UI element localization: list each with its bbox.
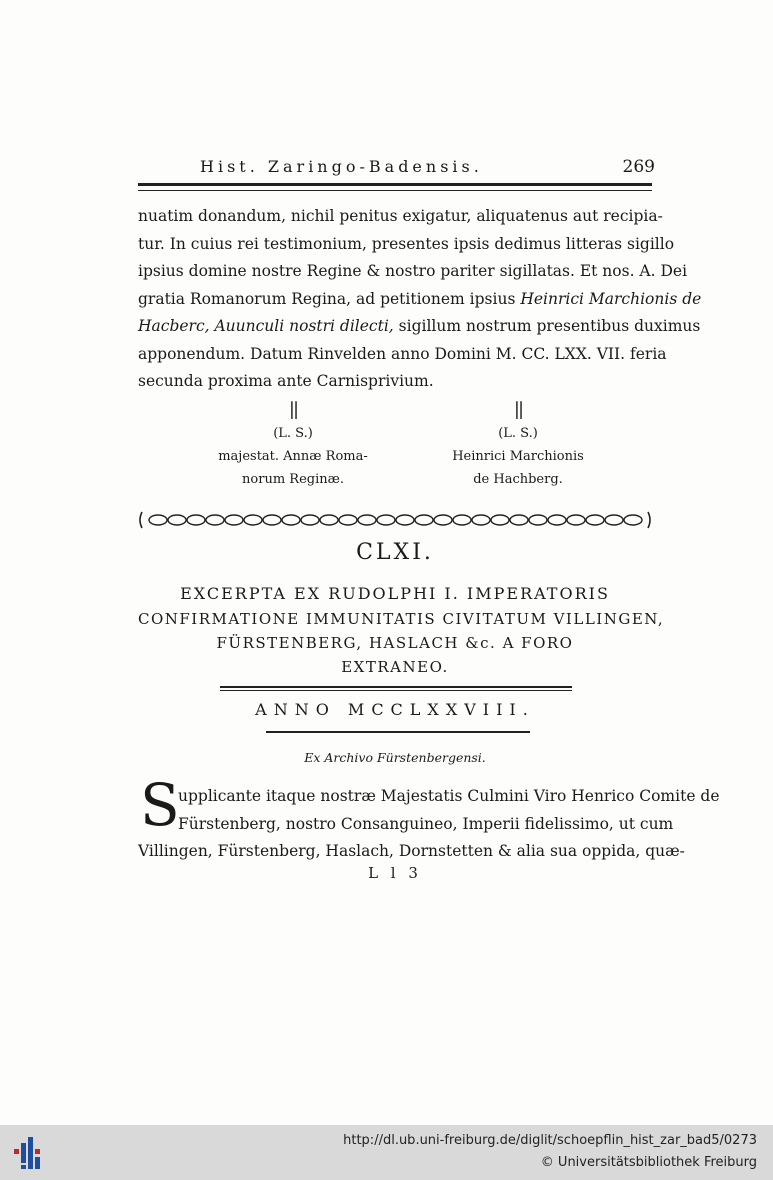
- text-line: Fürstenberg, nostro Consanguineo, Imperii fidelissimo, ut cum: [178, 814, 674, 833]
- chain-link: [377, 515, 395, 525]
- copyright-notice: © Universitätsbibliothek Freiburg: [540, 1155, 757, 1170]
- chain-link: [567, 515, 585, 525]
- chain-link: [434, 515, 452, 525]
- italic-name: Hacberc, Auunculi nostri dilecti,: [138, 317, 394, 335]
- document-number: CLXI.: [356, 540, 434, 565]
- source-note: Ex Archivo Fürstenbergensi.: [304, 750, 486, 765]
- chain-link: [472, 515, 490, 525]
- chain-link: [301, 515, 319, 525]
- chain-link: [491, 515, 509, 525]
- signature-mark: L l 3: [368, 864, 422, 882]
- seal-left: [193, 398, 393, 491]
- text-segment: gratia Romanorum Regina, ad petitionem ipsius: [138, 289, 516, 308]
- chain-link: [187, 515, 205, 525]
- text-line: tur. In cuius rei testimonium, presentes ipsis dedimus litteras sigillo: [138, 234, 675, 253]
- text-line: apponendum. Datum Rinvelden anno Domini M. CC. LXX. VII. feria: [138, 344, 667, 363]
- seal-caption: norum Reginæ.: [242, 472, 344, 487]
- text-line: secunda proxima ante Carnisprivium.: [138, 372, 434, 390]
- text-line: ipsius domine nostre Regine & nostro pariter sigillatas. Et nos. A. Dei: [138, 262, 688, 280]
- seal-block: [138, 398, 652, 498]
- chain-link: [339, 515, 357, 525]
- chain-link: [282, 515, 300, 525]
- chain-link: [586, 515, 604, 525]
- heading-line: FÜRSTENBERG, HASLACH &c. A FORO: [216, 634, 574, 652]
- section-rule-thin: [220, 690, 572, 691]
- ornamental-chain-divider: [138, 510, 652, 530]
- running-head: [200, 157, 655, 181]
- seal-caption: majestat. Annæ Roma-: [218, 449, 368, 464]
- seal-right: [418, 398, 618, 491]
- drop-capital: S: [140, 771, 180, 839]
- italic-name: Heinrici Marchionis de: [520, 289, 702, 308]
- head-rule-thick: [138, 183, 652, 186]
- chain-link: [320, 515, 338, 525]
- chain-link: [168, 515, 186, 525]
- chain-link: [225, 515, 243, 525]
- text-line: nuatim donandum, nichil penitus exigatur, aliquatenus aut recipia-: [138, 207, 663, 225]
- heading-line: EXCERPTA EX RUDOLPHI I. IMPERATORIS: [180, 584, 610, 603]
- seal-cord-icon: ||: [288, 399, 298, 420]
- chain-link: [624, 515, 642, 525]
- year-line: ANNO MCCLXXVIII.: [255, 700, 535, 719]
- seal-caption: de Hachberg.: [473, 472, 563, 487]
- year-rule: [266, 731, 530, 733]
- chain-link: [244, 515, 262, 525]
- paragraph-1: [138, 203, 702, 396]
- chain-link: [206, 515, 224, 525]
- footer-bar: [0, 1125, 773, 1180]
- running-title: Hist. Zaringo-Badensis.: [200, 157, 483, 176]
- chain-link: [415, 515, 433, 525]
- heading-line: CONFIRMATIONE IMMUNITATIS CIVITATUM VILLINGEN,: [138, 610, 665, 628]
- text-segment: sigillum nostrum presentibus duximus: [398, 317, 701, 335]
- text-line: [138, 313, 701, 341]
- seal-cord-icon: ||: [513, 399, 523, 420]
- chain-link: [548, 515, 566, 525]
- head-rule-thin: [138, 190, 652, 191]
- chain-link: [605, 515, 623, 525]
- paragraph-2: [138, 783, 720, 866]
- chain-link: [149, 515, 167, 525]
- chain-link: [453, 515, 471, 525]
- document-url-link[interactable]: http://dl.ub.uni-freiburg.de/diglit/schoepflin_hist_zar_bad5/0273: [343, 1133, 757, 1148]
- chain-link: [510, 515, 528, 525]
- page-number: 269: [622, 157, 655, 177]
- text-line: upplicante itaque nostræ Majestatis Culmini Viro Henrico Comite de: [178, 787, 720, 805]
- chain-link: [529, 515, 547, 525]
- chain-link: [396, 515, 414, 525]
- chain-link: [358, 515, 376, 525]
- seal-label: (L. S.): [273, 426, 313, 441]
- seal-label: (L. S.): [498, 426, 538, 441]
- text-line: Villingen, Fürstenberg, Haslach, Dornstetten & alia sua oppida, quæ-: [138, 842, 685, 860]
- library-logo-icon: [12, 1135, 48, 1171]
- chain-link: [263, 515, 281, 525]
- section-rule: [220, 686, 572, 688]
- seal-caption: Heinrici Marchionis: [452, 449, 584, 464]
- heading-line: EXTRANEO.: [341, 658, 449, 676]
- text-line: [138, 286, 702, 314]
